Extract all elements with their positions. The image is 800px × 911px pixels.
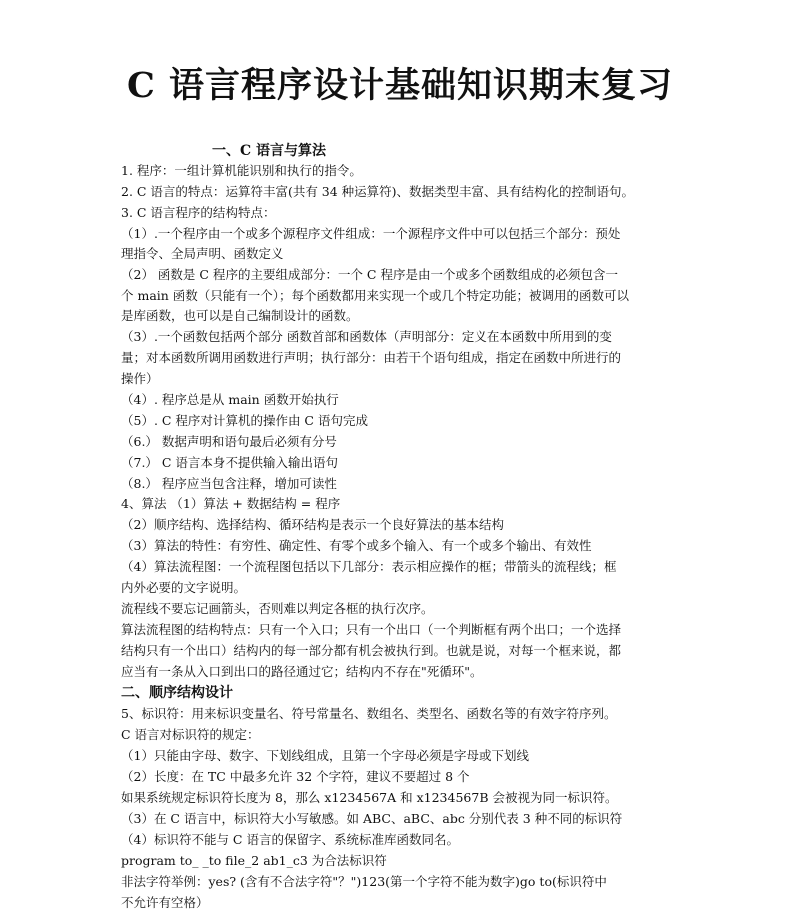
text-line: （3）.一个函数包括两个部分 函数首部和函数体（声明部分：定义在本函数中所用到的变 [121,329,612,344]
section-heading-1: 一、C 语言与算法 [212,143,327,159]
text-line: 算法流程图的结构特点：只有一个入口；只有一个出口（一个判断框有两个出口；一个选择 [121,622,622,637]
text-line: 内外必要的文字说明。 [121,580,247,595]
text-line: program to_ _to file_2 ab1_c3 为合法标识符 [121,853,387,868]
text-line: 2. C 语言的特点：运算符丰富(共有 34 种运算符)、数据类型丰富、具有结构化的控制语句。 [121,184,635,199]
text-line: 不允许有空格） [121,895,209,910]
text-line: （4）标识符不能与 C 语言的保留字、系统标准库函数同名。 [121,832,459,847]
section-heading-2: 二、顺序结构设计 [121,685,233,701]
text-line: 5、标识符：用来标识变量名、符号常量名、数组名、类型名、函数名等的有效字符序列。 [121,706,617,721]
text-line: （2）顺序结构、选择结构、循环结构是表示一个良好算法的基本结构 [121,517,504,532]
text-line: 非法字符举例：yes? (含有不合法字符"？")123(第一个字符不能为数字)go to(标识符中 [121,874,607,889]
text-line: 应当有一条从入口到出口的路径通过它；结构内不存在"死循环"。 [121,664,483,679]
text-line: 结构只有一个出口）结构内的每一部分都有机会被执行到。也就是说，对每一个框来说，都 [121,643,622,658]
text-line: （1）.一个程序由一个或多个源程序文件组成：一个源程序文件中可以包括三个部分：预处 [121,226,621,241]
document-title: C 语言程序设计基础知识期末复习 [126,65,674,106]
text-line: （2）长度：在 TC 中最多允许 32 个字符，建议不要超过 8 个 [121,769,470,784]
text-line: 个 main 函数（只能有一个）；每个函数都用来实现一个或几个特定功能；被调用的函数可以 [121,288,630,303]
text-line: 理指令、全局声明、函数定义 [121,246,284,261]
text-line: （5）. C 程序对计算机的操作由 C 语句完成 [121,413,368,428]
text-line: 操作） [121,371,159,386]
text-line: （1）只能由字母、数字、下划线组成，且第一个字母必须是字母或下划线 [121,748,529,763]
text-line: 是库函数，也可以是自己编制设计的函数。 [121,308,359,323]
text-line: （7.） C 语言本身不提供输入输出语句 [121,455,338,470]
text-line: 流程线不要忘记画箭头，否则难以判定各框的执行次序。 [121,601,434,616]
text-line: （4）. 程序总是从 main 函数开始执行 [121,392,339,407]
text-line: （4）算法流程图：一个流程图包括以下几部分：表示相应操作的框；带箭头的流程线；框 [121,559,617,574]
text-line: 4、算法 （1）算法 + 数据结构 = 程序 [121,496,341,511]
text-line: 3. C 语言程序的结构特点： [121,205,276,220]
text-line: 1. 程序：一组计算机能识别和执行的指令。 [121,163,362,178]
text-line: （3）在 C 语言中，标识符大小写敏感。如 ABC、aBC、abc 分别代表 3 种不同的标识符 [121,811,623,826]
text-line: （8.） 程序应当包含注释，增加可读性 [121,476,337,491]
text-line: （2） 函数是 C 程序的主要组成部分：一个 C 程序是由一个或多个函数组成的必须包含一 [121,267,618,282]
text-line: C 语言对标识符的规定： [121,727,260,742]
text-line: （6.） 数据声明和语句最后必须有分号 [121,434,337,449]
text-line: 如果系统规定标识符长度为 8，那么 x1234567A 和 x1234567B 会被视为同一标识符。 [121,790,618,805]
text-line: 量；对本函数所调用函数进行声明；执行部分：由若干个语句组成，指定在函数中所进行的 [121,350,622,365]
text-line: （3）算法的特性：有穷性、确定性、有零个或多个输入、有一个或多个输出、有效性 [121,538,592,553]
